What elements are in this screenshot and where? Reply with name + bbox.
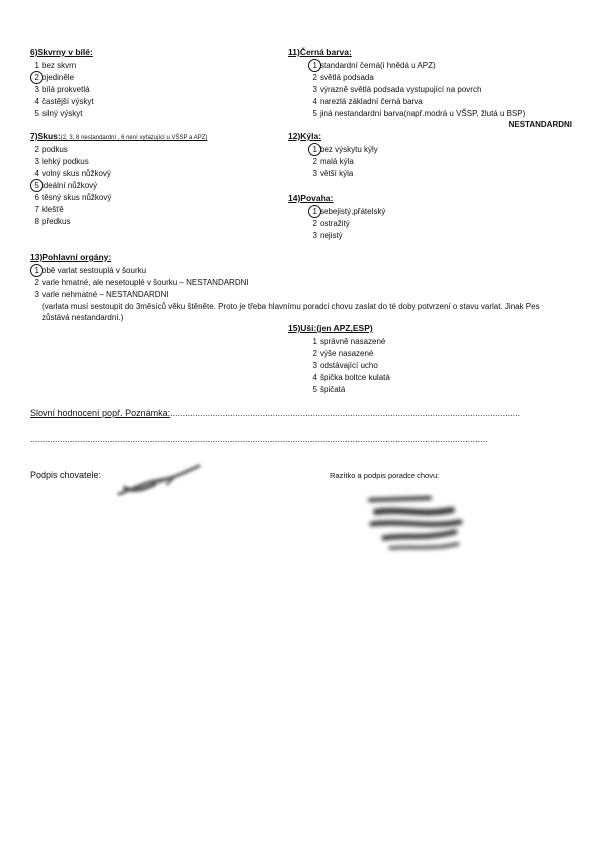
section-title-text: 7)Skus: (30, 131, 61, 141)
option-number: 8 (34, 217, 39, 226)
option-text: silný výskyt (42, 109, 83, 118)
option-text: těsný skus nůžkový (42, 193, 112, 202)
option-number: 1 (312, 145, 317, 154)
option-text: bílá prokvetlá (42, 85, 90, 94)
option-list (30, 265, 570, 301)
option-list (30, 144, 280, 228)
option-item (30, 192, 280, 204)
option-text: podkus (42, 145, 68, 154)
option-text: bez skvrn (42, 61, 77, 70)
option-text: varle hmatné, ale nesetouplé v šourku – NESTANDARDNI (42, 278, 249, 287)
option-text: odstávající ucho (320, 361, 378, 370)
section-skvrny (30, 47, 270, 120)
option-number: 3 (34, 290, 39, 299)
option-text: nejistý (320, 231, 343, 240)
section-usi (288, 323, 528, 396)
option-text: ideální nůžkový (42, 181, 98, 190)
section-title: 6)Skvrny v bílé: (30, 47, 93, 57)
option-number: 4 (34, 97, 39, 106)
option-item (30, 216, 280, 228)
option-text: malá kýla (320, 157, 354, 166)
option-item (30, 60, 270, 72)
section-note: (varlata musí sestoupit do 3měsíců věku štěněte. Proto je třeba hlavnímu poradci chovu zaslat do té doby potvrzení o stavu varlat. Jinak Pes zůstává nestandardní.) (42, 302, 540, 322)
breeder-signature-label: Podpis chovatele: (30, 470, 102, 480)
remark-line-2 (30, 434, 488, 444)
option-number: 2 (312, 157, 317, 166)
option-item (30, 204, 280, 216)
option-text: ostražitý (320, 219, 350, 228)
option-number: 4 (312, 97, 317, 106)
section-title: 15)Uši:(jen APZ,ESP) (288, 323, 373, 333)
nestandardni-label: NESTANDARDNI (508, 120, 572, 129)
option-item (308, 144, 528, 156)
option-text: jiná nestandardní barva(např.modrá u VŠSP, žlutá u BSP) (320, 109, 526, 118)
option-text: špička boltce kulatá (320, 373, 390, 382)
option-text: lehký podkus (42, 157, 89, 166)
option-text: narezlá základní černá barva (320, 97, 423, 106)
option-number: 5 (34, 181, 39, 190)
section-note: (2, 3, 8 nestandardní , 6 není vyřazující u VŠSP a APZ) (60, 135, 208, 141)
option-item (30, 156, 280, 168)
option-text: volný skus nůžkový (42, 169, 111, 178)
option-text: klešťě (42, 205, 64, 214)
option-item (30, 289, 570, 301)
option-number: 5 (312, 109, 317, 118)
option-number: 5 (34, 109, 39, 118)
option-number: 3 (312, 361, 317, 370)
option-item (308, 384, 528, 396)
option-number: 4 (34, 169, 39, 178)
option-number: 1 (34, 61, 39, 70)
option-number: 3 (34, 85, 39, 94)
section-title: 13)Pohlavní orgány: (30, 252, 112, 262)
section-title: 11)Černá barva: (288, 47, 352, 57)
option-list (288, 60, 572, 120)
option-text: světlá podsada (320, 73, 374, 82)
option-list (288, 206, 528, 242)
option-list (288, 144, 528, 180)
option-item (30, 265, 570, 277)
option-item (30, 108, 270, 120)
option-number: 6 (34, 193, 39, 202)
option-item (308, 60, 572, 72)
option-text: předkus (42, 217, 71, 226)
section-povaha (288, 193, 528, 242)
option-number: 3 (312, 169, 317, 178)
option-text: sebejistý,přátelský (320, 207, 386, 216)
option-item (308, 206, 528, 218)
remark-dots: ....................................................................................................................................................................................... (30, 434, 488, 444)
option-item (308, 348, 528, 360)
option-number: 2 (34, 145, 39, 154)
option-item (30, 84, 270, 96)
option-text: správně nasazené (320, 337, 386, 346)
option-item (308, 156, 528, 168)
option-number: 1 (312, 207, 317, 216)
option-item (308, 336, 528, 348)
option-item (30, 96, 270, 108)
option-number: 2 (312, 219, 317, 228)
option-number: 4 (312, 373, 317, 382)
option-item (30, 180, 280, 192)
section-skus (30, 131, 280, 228)
section-pohlavni-organy (30, 252, 570, 323)
breeder-signature-mark (115, 462, 205, 502)
option-item (308, 218, 528, 230)
option-item (30, 144, 280, 156)
option-item (308, 108, 572, 120)
option-text: častější výskyt (42, 97, 94, 106)
option-text: špičatá (320, 385, 346, 394)
option-list (288, 336, 528, 396)
option-item (308, 230, 528, 242)
option-number: 2 (312, 349, 317, 358)
option-text: výrazně světlá podsada vystupující na povrch (320, 85, 482, 94)
option-text: bez výskytu kýly (320, 145, 378, 154)
stamp-signature-label: Razítko a podpis poradce chovu: (330, 471, 440, 480)
section-kyla (288, 131, 528, 180)
remark-dots: ............................................................................................................................................ (170, 408, 521, 418)
option-item (30, 168, 280, 180)
option-item (30, 72, 270, 84)
advisor-stamp-mark (360, 488, 470, 558)
option-number: 2 (34, 278, 39, 287)
option-number: 5 (312, 385, 317, 394)
option-number: 7 (34, 205, 39, 214)
option-list (30, 60, 270, 120)
option-item (30, 277, 570, 289)
remark-label: Slovní hodnocení popř. Poznámka: (30, 408, 171, 418)
section-title (30, 131, 280, 141)
option-text: ojediněle (42, 73, 75, 82)
option-item (308, 372, 528, 384)
option-text: varle nehmatné – NESTANDARDNI (42, 290, 169, 299)
option-item (308, 84, 572, 96)
option-item (308, 360, 528, 372)
option-text: standardní černá(i hnědá u APZ) (320, 61, 436, 70)
option-item (308, 96, 572, 108)
option-number: 2 (34, 73, 39, 82)
option-number: 1 (34, 266, 39, 275)
option-number: 2 (312, 73, 317, 82)
remark-line (30, 408, 520, 418)
option-number: 3 (312, 85, 317, 94)
option-item (308, 168, 528, 180)
option-item (308, 72, 572, 84)
section-cerna-barva (288, 47, 572, 129)
option-number: 1 (312, 337, 317, 346)
option-number: 1 (312, 61, 317, 70)
option-number: 3 (34, 157, 39, 166)
option-text: obě varlat sestouplá v šourku (42, 266, 147, 275)
option-text: větší kýla (320, 169, 354, 178)
section-title: 12)Kýla: (288, 131, 322, 141)
option-text: výše nasazené (320, 349, 374, 358)
section-title: 14)Povaha: (288, 193, 334, 203)
option-number: 3 (312, 231, 317, 240)
